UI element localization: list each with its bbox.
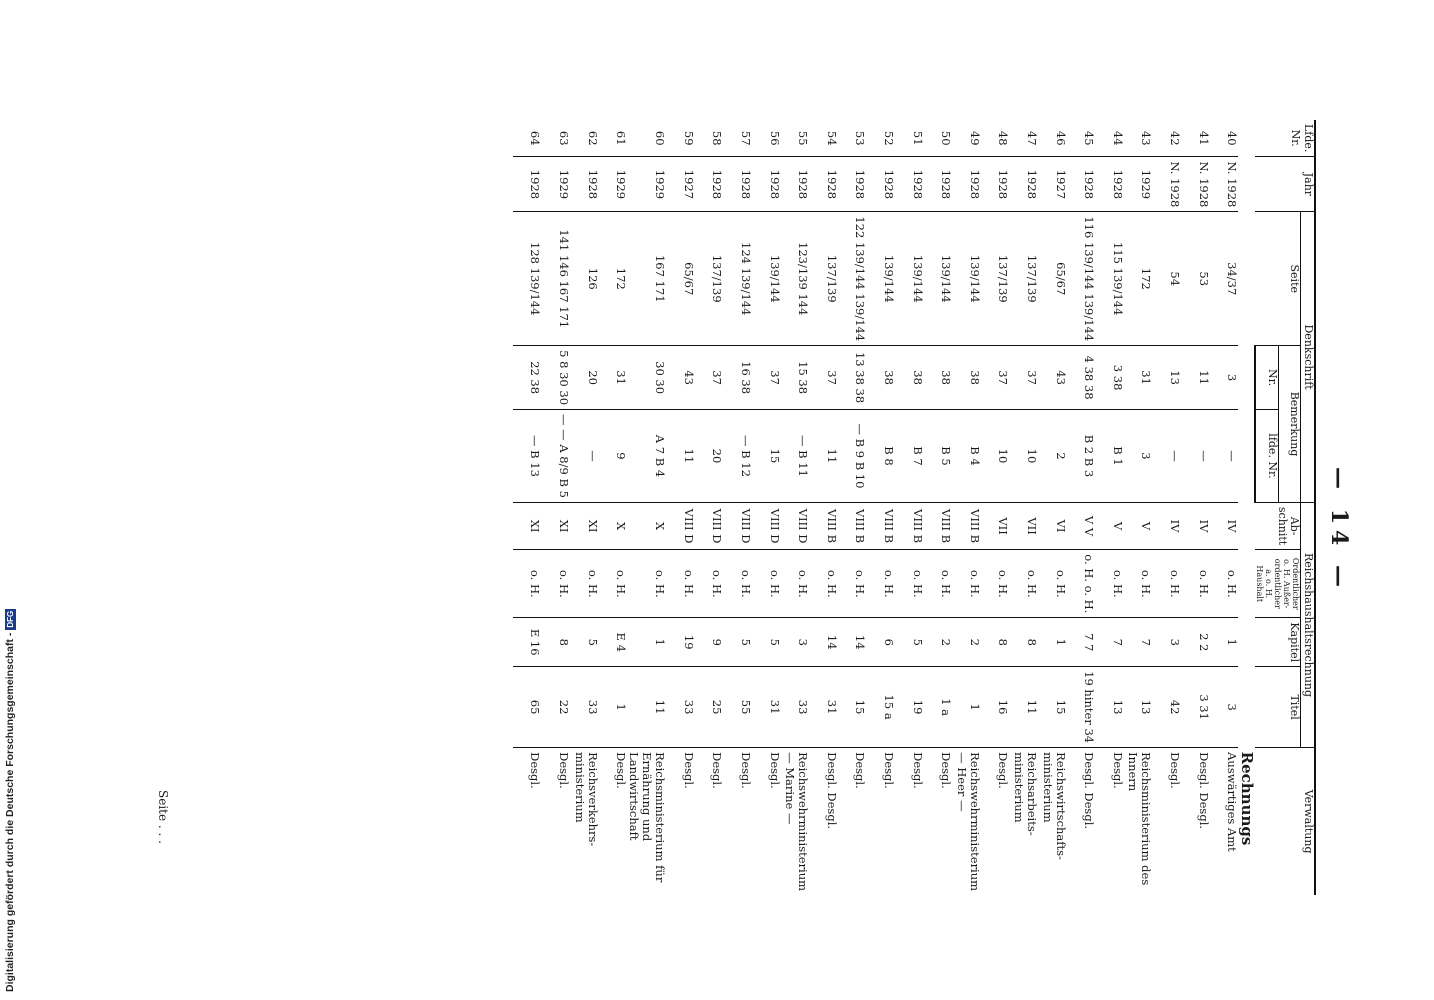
- row-titel: 33: [781, 667, 810, 748]
- header-lfd-nr: Lfde. Nr.: [1289, 124, 1315, 153]
- header-abschnitt: Ab- schnitt: [1255, 502, 1301, 549]
- row-haushalt: o. H.: [924, 550, 953, 618]
- row-lfde-nr: B 7: [895, 410, 924, 503]
- row-nr: 60: [653, 130, 668, 146]
- row-kapitel: 6: [866, 618, 895, 667]
- row-denkschrift-nr: 13: [1152, 346, 1181, 410]
- row-haushalt: o. H.: [752, 550, 781, 618]
- row-jahr: 1928: [1067, 157, 1096, 212]
- row-abschnitt: VIII D: [752, 502, 781, 549]
- row-verwaltung: Desgl.: [895, 748, 924, 895]
- row-kapitel: 1: [627, 618, 666, 667]
- row-abschnitt: VIII B: [838, 502, 867, 549]
- row-kapitel: 5: [723, 618, 752, 667]
- row-abschnitt: VII: [1009, 502, 1038, 549]
- row-denkschrift-nr: 37: [695, 346, 724, 410]
- row-haushalt: o. H.: [695, 550, 724, 618]
- row-lfde-nr: —: [1181, 410, 1210, 503]
- row-kapitel: 1: [1038, 618, 1067, 667]
- row-titel: 15: [1038, 667, 1067, 748]
- row-lfde-nr: B 2 B 3: [1067, 410, 1096, 503]
- row-abschnitt: IV: [1210, 502, 1239, 549]
- row-seite: 65/67: [1038, 212, 1067, 346]
- row-nr: 50: [939, 130, 954, 146]
- row-lfde-nr: 20: [695, 410, 724, 503]
- row-titel: 1 a: [924, 667, 953, 748]
- row-denkschrift-nr: 13 38 38: [838, 346, 867, 410]
- row-verwaltung: Desgl. Desgl.: [1181, 748, 1210, 895]
- rotated-sheet: [130, 100, 1352, 892]
- header-kapitel: Kapitel: [1255, 618, 1301, 667]
- row-haushalt: o. H.: [723, 550, 752, 618]
- table-row: [513, 120, 542, 895]
- row-seite: 139/144: [924, 212, 953, 346]
- row-jahr: 1928: [866, 157, 895, 212]
- row-kapitel: E 16: [513, 618, 542, 667]
- table-row: [895, 120, 924, 895]
- row-verwaltung: Desgl.: [866, 748, 895, 895]
- section-title: Rechnungs: [1238, 751, 1257, 846]
- row-kapitel: 1: [1210, 618, 1239, 667]
- row-haushalt: o. H.: [781, 550, 810, 618]
- table-row: [541, 120, 570, 895]
- row-nr: 63: [557, 130, 572, 146]
- row-seite: 137/139: [1009, 212, 1038, 346]
- row-titel: 19: [895, 667, 924, 748]
- row-seite: 172: [599, 212, 628, 346]
- row-denkschrift-nr: 38: [924, 346, 953, 410]
- row-kapitel: 7: [1124, 618, 1153, 667]
- row-verwaltung: Desgl.: [752, 748, 781, 895]
- row-jahr: 1928: [838, 157, 867, 212]
- row-nr: 46: [1053, 130, 1068, 146]
- header-nr: Nr.: [1255, 346, 1278, 410]
- row-kapitel: 2 2: [1181, 618, 1210, 667]
- table-row: [1067, 120, 1096, 895]
- row-seite: 167 171: [627, 212, 666, 346]
- row-kapitel: 14: [809, 618, 838, 667]
- row-titel: 42: [1152, 667, 1181, 748]
- row-titel: 3: [1210, 667, 1239, 748]
- row-nr: 62: [585, 130, 600, 146]
- row-nr: 64: [528, 130, 543, 146]
- row-denkschrift-nr: 5 8 30 30: [541, 346, 570, 410]
- row-kapitel: 3: [781, 618, 810, 667]
- row-verwaltung: Auswärtiges Amt: [1210, 748, 1239, 895]
- row-jahr: 1929: [541, 157, 570, 212]
- row-denkschrift-nr: 38: [895, 346, 924, 410]
- row-nr: 57: [739, 130, 754, 146]
- footer-note: Seite . . .: [156, 790, 170, 844]
- row-kapitel: 5: [570, 618, 599, 667]
- row-haushalt: o. H.: [1095, 550, 1124, 618]
- row-nr: 44: [1110, 130, 1125, 146]
- table-row: [1181, 120, 1210, 895]
- row-abschnitt: XI: [570, 502, 599, 549]
- row-haushalt: o. H.: [866, 550, 895, 618]
- table-row: [599, 120, 628, 895]
- header-titel: Titel: [1255, 667, 1301, 748]
- row-denkschrift-nr: 38: [866, 346, 895, 410]
- table-row: [924, 120, 953, 895]
- row-haushalt: o. H.: [1210, 550, 1239, 618]
- row-abschnitt: VIII B: [952, 502, 981, 549]
- row-seite: 123/139 144: [781, 212, 810, 346]
- row-abschnitt: VIII D: [781, 502, 810, 549]
- row-kapitel: E 4: [599, 618, 628, 667]
- row-haushalt: o. H.: [1152, 550, 1181, 618]
- header-bemerkung: Bemerkung: [1279, 346, 1301, 503]
- row-abschnitt: VIII B: [866, 502, 895, 549]
- row-haushalt: o. H.: [599, 550, 628, 618]
- row-verwaltung: Desgl. Desgl.: [809, 748, 838, 895]
- row-abschnitt: VI: [1038, 502, 1067, 549]
- row-nr: 58: [710, 130, 725, 146]
- row-lfde-nr: 9: [599, 410, 628, 503]
- row-kapitel: 2: [952, 618, 981, 667]
- row-jahr: 1929: [1124, 157, 1153, 212]
- row-lfde-nr: B 4: [952, 410, 981, 503]
- row-titel: 25: [695, 667, 724, 748]
- row-lfde-nr: — B 12: [723, 410, 752, 503]
- row-haushalt: o. H. o. H.: [1067, 550, 1096, 618]
- table-row: [952, 120, 981, 895]
- row-lfde-nr: — B 9 B 10: [838, 410, 867, 503]
- row-abschnitt: VIII D: [666, 502, 695, 549]
- row-seite: 172: [1124, 212, 1153, 346]
- row-seite: 139/144: [866, 212, 895, 346]
- row-lfde-nr: A 7 B 4: [627, 410, 666, 503]
- row-titel: 33: [666, 667, 695, 748]
- funding-note: [4, 609, 16, 992]
- row-verwaltung: Reichswehrministerium — Heer —: [952, 748, 981, 895]
- row-denkschrift-nr: 16 38: [723, 346, 752, 410]
- table-row: [1095, 120, 1124, 895]
- row-verwaltung: Desgl.: [695, 748, 724, 895]
- row-abschnitt: VIII B: [924, 502, 953, 549]
- row-nr: 48: [996, 130, 1011, 146]
- row-lfde-nr: 2: [1038, 410, 1067, 503]
- row-jahr: 1928: [1095, 157, 1124, 212]
- row-lfde-nr: B 1: [1095, 410, 1124, 503]
- row-jahr: 1929: [627, 157, 666, 212]
- row-abschnitt: VIII B: [809, 502, 838, 549]
- row-jahr: 1928: [781, 157, 810, 212]
- row-verwaltung: Desgl.: [1095, 748, 1124, 895]
- row-lfde-nr: 15: [752, 410, 781, 503]
- row-nr: 42: [1167, 130, 1182, 146]
- row-titel: 22: [541, 667, 570, 748]
- row-titel: 31: [809, 667, 838, 748]
- row-denkschrift-nr: 43: [1038, 346, 1067, 410]
- row-denkschrift-nr: 4 38 38: [1067, 346, 1096, 410]
- row-abschnitt: V: [1095, 502, 1124, 549]
- table-row: [981, 120, 1010, 895]
- row-seite: 34/37: [1210, 212, 1239, 346]
- row-verwaltung: Desgl.: [981, 748, 1010, 895]
- row-titel: 13: [1124, 667, 1153, 748]
- row-denkschrift-nr: 38: [952, 346, 981, 410]
- row-titel: 31: [752, 667, 781, 748]
- row-jahr: N. 1928: [1210, 157, 1239, 212]
- row-denkschrift-nr: 31: [1124, 346, 1153, 410]
- row-seite: 137/139: [981, 212, 1010, 346]
- table-row: [723, 120, 752, 895]
- row-nr: 56: [767, 130, 782, 146]
- row-jahr: 1928: [570, 157, 599, 212]
- row-seite: 122 139/144 139/144: [838, 212, 867, 346]
- row-haushalt: o. H.: [627, 550, 666, 618]
- row-jahr: 1929: [599, 157, 628, 212]
- row-lfde-nr: — B 13: [513, 410, 542, 503]
- row-abschnitt: VII: [981, 502, 1010, 549]
- header-seite: Seite: [1255, 212, 1301, 346]
- row-haushalt: o. H.: [513, 550, 542, 618]
- row-titel: 11: [1009, 667, 1038, 748]
- row-denkschrift-nr: 15 38: [781, 346, 810, 410]
- row-nr: 45: [1082, 130, 1097, 146]
- row-lfde-nr: — B 11: [781, 410, 810, 503]
- row-verwaltung: Desgl.: [924, 748, 953, 895]
- row-denkschrift-nr: 37: [1009, 346, 1038, 410]
- row-titel: 11: [627, 667, 666, 748]
- row-abschnitt: IV: [1152, 502, 1181, 549]
- row-denkschrift-nr: 20: [570, 346, 599, 410]
- row-kapitel: 5: [895, 618, 924, 667]
- row-verwaltung: Desgl.: [666, 748, 695, 895]
- row-denkschrift-nr: 37: [809, 346, 838, 410]
- row-denkschrift-nr: 3: [1210, 346, 1239, 410]
- row-jahr: 1928: [981, 157, 1010, 212]
- row-haushalt: o. H.: [1124, 550, 1153, 618]
- row-verwaltung: Reichswehrministerium — Marine —: [781, 748, 810, 895]
- row-nr: 54: [824, 130, 839, 146]
- row-kapitel: 19: [666, 618, 695, 667]
- row-abschnitt: IV: [1181, 502, 1210, 549]
- row-titel: 15: [838, 667, 867, 748]
- row-titel: 19 hinter 34: [1067, 667, 1096, 748]
- table-row: [1210, 120, 1239, 895]
- row-nr: 40: [1225, 130, 1240, 146]
- table-row: [570, 120, 599, 895]
- row-haushalt: o. H.: [838, 550, 867, 618]
- row-verwaltung: Reichsministerium für Ernährung und Landwirtschaft: [627, 748, 666, 895]
- row-titel: 65: [513, 667, 542, 748]
- row-verwaltung: Desgl.: [838, 748, 867, 895]
- row-seite: 137/139: [695, 212, 724, 346]
- row-denkschrift-nr: 43: [666, 346, 695, 410]
- row-titel: 13: [1095, 667, 1124, 748]
- row-jahr: 1928: [924, 157, 953, 212]
- table-row: [781, 120, 810, 895]
- header-haushalt: Ordentlicher o. H. Außer- ordentlicher a. o. H. Haushalt: [1255, 550, 1301, 618]
- row-seite: 65/67: [666, 212, 695, 346]
- row-kapitel: 9: [695, 618, 724, 667]
- dfg-logo: DFG: [6, 610, 15, 628]
- row-lfde-nr: 11: [666, 410, 695, 503]
- row-denkschrift-nr: 37: [752, 346, 781, 410]
- row-lfde-nr: —: [1152, 410, 1181, 503]
- header-lfde-nr: lfde. Nr.: [1255, 410, 1278, 503]
- row-denkschrift-nr: 11: [1181, 346, 1210, 410]
- row-nr: 41: [1196, 130, 1211, 146]
- row-jahr: 1928: [895, 157, 924, 212]
- row-abschnitt: V: [1124, 502, 1153, 549]
- row-seite: 139/144: [952, 212, 981, 346]
- row-haushalt: o. H.: [809, 550, 838, 618]
- table-row: [695, 120, 724, 895]
- row-haushalt: o. H.: [666, 550, 695, 618]
- row-abschnitt: X: [627, 502, 666, 549]
- row-verwaltung: Desgl.: [1152, 748, 1181, 895]
- table-row: [809, 120, 838, 895]
- row-nr: 43: [1139, 130, 1154, 146]
- table-row: [1124, 120, 1153, 895]
- row-titel: 3 31: [1181, 667, 1210, 748]
- table-row: [1009, 120, 1038, 895]
- row-kapitel: 8: [1009, 618, 1038, 667]
- row-seite: 115 139/144: [1095, 212, 1124, 346]
- row-denkschrift-nr: 37: [981, 346, 1010, 410]
- row-jahr: 1928: [513, 157, 542, 212]
- row-kapitel: 7 7: [1067, 618, 1096, 667]
- row-seite: 124 139/144: [723, 212, 752, 346]
- row-seite: 116 139/144 139/144: [1067, 212, 1096, 346]
- row-denkschrift-nr: 22 38: [513, 346, 542, 410]
- row-lfde-nr: B 5: [924, 410, 953, 503]
- header-reichshaushaltsrechnung: Reichshaushaltsrechnung: [1301, 502, 1315, 747]
- row-kapitel: 2: [924, 618, 953, 667]
- row-titel: 1: [599, 667, 628, 748]
- row-titel: 16: [981, 667, 1010, 748]
- row-denkschrift-nr: 31: [599, 346, 628, 410]
- row-seite: 139/144: [752, 212, 781, 346]
- row-haushalt: o. H.: [895, 550, 924, 618]
- row-nr: 49: [967, 130, 982, 146]
- row-titel: 33: [570, 667, 599, 748]
- row-verwaltung: Desgl.: [599, 748, 628, 895]
- row-jahr: N. 1928: [1152, 157, 1181, 212]
- row-abschnitt: VIII B: [895, 502, 924, 549]
- row-jahr: 1928: [1009, 157, 1038, 212]
- row-haushalt: o. H.: [1038, 550, 1067, 618]
- row-jahr: 1928: [752, 157, 781, 212]
- row-verwaltung: Reichsministerium des Innern: [1124, 748, 1153, 895]
- row-lfde-nr: 3: [1124, 410, 1153, 503]
- row-kapitel: 8: [981, 618, 1010, 667]
- row-seite: 126: [570, 212, 599, 346]
- table-row: [1152, 120, 1181, 895]
- row-nr: 61: [614, 130, 629, 146]
- row-denkschrift-nr: 30 30: [627, 346, 666, 410]
- row-titel: 1: [952, 667, 981, 748]
- row-abschnitt: VIII D: [723, 502, 752, 549]
- row-haushalt: o. H.: [541, 550, 570, 618]
- ledger-table: [513, 120, 1316, 895]
- row-kapitel: 8: [541, 618, 570, 667]
- row-verwaltung: Desgl.: [513, 748, 542, 895]
- page-number: — 14 —: [1326, 467, 1352, 593]
- row-nr: 52: [881, 130, 896, 146]
- row-haushalt: o. H.: [1181, 550, 1210, 618]
- row-titel: 55: [723, 667, 752, 748]
- row-verwaltung: Desgl.: [723, 748, 752, 895]
- row-nr: 47: [1024, 130, 1039, 146]
- row-titel: 15 a: [866, 667, 895, 748]
- row-jahr: 1927: [666, 157, 695, 212]
- row-verwaltung: Desgl. Desgl.: [1067, 748, 1096, 895]
- row-lfde-nr: — — A 8/9 B 5: [541, 410, 570, 503]
- row-seite: 139/144: [895, 212, 924, 346]
- row-lfde-nr: —: [1210, 410, 1239, 503]
- row-jahr: 1928: [952, 157, 981, 212]
- row-lfde-nr: 11: [809, 410, 838, 503]
- row-abschnitt: X: [599, 502, 628, 549]
- row-verwaltung: Desgl.: [541, 748, 570, 895]
- table-row: [752, 120, 781, 895]
- table-row: [627, 120, 666, 895]
- row-seite: 137/139: [809, 212, 838, 346]
- row-verwaltung: Reichsverkehrs- ministerium: [570, 748, 599, 895]
- row-lfde-nr: 10: [981, 410, 1010, 503]
- row-kapitel: 7: [1095, 618, 1124, 667]
- row-lfde-nr: 10: [1009, 410, 1038, 503]
- row-abschnitt: VIII D: [695, 502, 724, 549]
- row-jahr: 1927: [1038, 157, 1067, 212]
- row-seite: 128 139/144: [513, 212, 542, 346]
- row-abschnitt: XI: [513, 502, 542, 549]
- row-abschnitt: XI: [541, 502, 570, 549]
- row-nr: 55: [796, 130, 811, 146]
- table-row: [666, 120, 695, 895]
- row-kapitel: 5: [752, 618, 781, 667]
- row-nr: 51: [910, 130, 925, 146]
- row-seite: 141 146 167 171: [541, 212, 570, 346]
- row-jahr: 1928: [809, 157, 838, 212]
- header-verwaltung: Verwaltung: [1255, 748, 1315, 895]
- row-verwaltung: Reichsarbeits- ministerium: [1009, 748, 1038, 895]
- row-haushalt: o. H.: [981, 550, 1010, 618]
- table-row: [1038, 120, 1067, 895]
- table-row: [866, 120, 895, 895]
- row-seite: 53: [1181, 212, 1210, 346]
- row-nr: 59: [681, 130, 696, 146]
- table-row: [838, 120, 867, 895]
- row-jahr: N. 1928: [1181, 157, 1210, 212]
- header-jahr: Jahr: [1255, 157, 1315, 212]
- row-haushalt: o. H.: [952, 550, 981, 618]
- funding-text: Digitalisierung gefördert durch die Deutsche Forschungsgemeinschaft -: [4, 632, 16, 992]
- row-lfde-nr: —: [570, 410, 599, 503]
- row-jahr: 1928: [723, 157, 752, 212]
- row-kapitel: 14: [838, 618, 867, 667]
- row-kapitel: 3: [1152, 618, 1181, 667]
- row-haushalt: o. H.: [1009, 550, 1038, 618]
- header-denkschrift: Denkschrift: [1301, 212, 1315, 503]
- row-seite: 54: [1152, 212, 1181, 346]
- row-haushalt: o. H.: [570, 550, 599, 618]
- row-lfde-nr: B 8: [866, 410, 895, 503]
- row-jahr: 1928: [695, 157, 724, 212]
- row-abschnitt: V V: [1067, 502, 1096, 549]
- row-nr: 53: [853, 130, 868, 146]
- row-verwaltung: Reichswirtschafts- ministerium: [1038, 748, 1067, 895]
- row-denkschrift-nr: 3 38: [1095, 346, 1124, 410]
